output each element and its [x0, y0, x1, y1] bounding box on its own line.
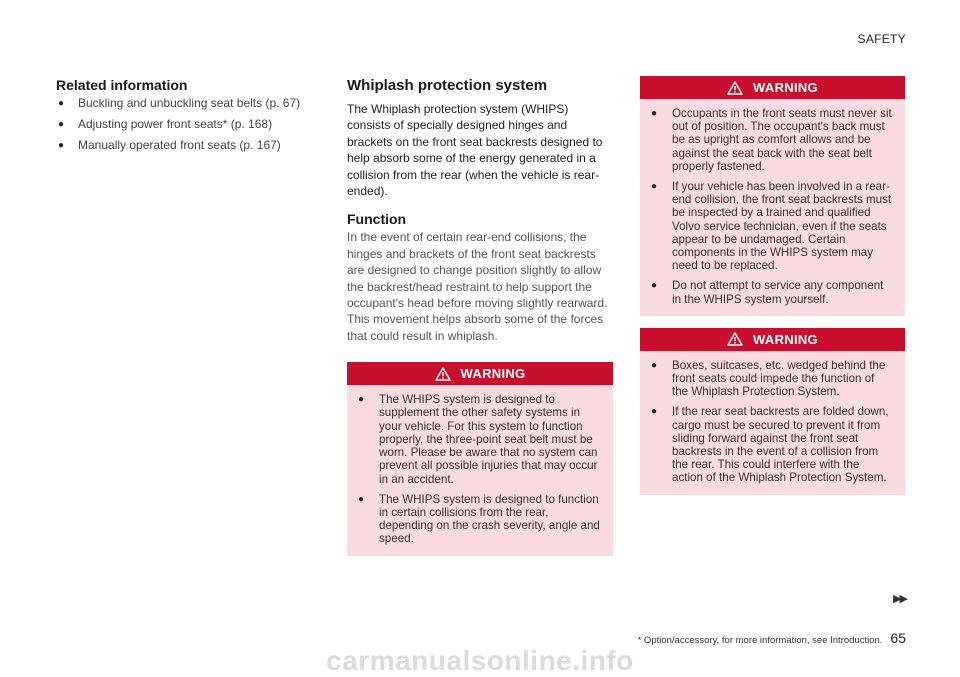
bullet-icon: ● [58, 98, 65, 109]
related-link-manual-seats[interactable]: ● Manually operated front seats (p. 167) [58, 138, 281, 152]
warnings-column [640, 76, 905, 495]
warning-item: ● The WHIPS system is designed to supplement the other safety systems in your vehicle. For this system to function properly, the three-point seat belt must be worn. Please be aware that no system can prevent all possible injuries that may occur in an accident. [358, 393, 598, 486]
warning-label: WARNING [753, 80, 818, 95]
page-footer [638, 630, 906, 646]
warning-header [640, 76, 905, 99]
watermark: carmanualsonline.info [326, 645, 634, 676]
bullet-icon: ● [358, 493, 365, 505]
warning-box [640, 328, 905, 495]
page-number: 65 [890, 630, 906, 646]
section-header: SAFETY [857, 32, 906, 46]
bullet-icon: ● [358, 394, 365, 406]
warning-item: ● If the rear seat backrests are folded down, cargo must be secured to prevent it from sliding forward against the front seat backrests in the event of a collision from the rear. This could interfere with the action of the Whiplash Protection System. [651, 405, 889, 485]
warning-label: WARNING [460, 366, 526, 382]
warning-box [640, 76, 905, 316]
section-title: Whiplash protection system [347, 77, 548, 94]
function-title: Function [347, 211, 407, 228]
related-link-seat-belts[interactable]: ● Buckling and unbuckling seat belts (p. 67) [58, 96, 301, 110]
warning-item: ● If your vehicle has been involved in a rear-end collision, the front seat backrests must be inspected by a trained and qualified Volvo service technician, even if the seats appear to be undamaged. Certain components in the WHIPS system may need to be replaced. [651, 180, 892, 273]
bullet-icon: ● [651, 280, 658, 292]
warning-list [640, 351, 905, 495]
whiplash-section [347, 77, 613, 556]
related-link-power-seats[interactable]: ● Adjusting power front seats* (p. 168) [58, 117, 273, 131]
continue-arrows-icon[interactable]: ▶▶ [893, 593, 906, 605]
bullet-icon: ● [58, 119, 65, 130]
warning-item: ● Occupants in the front seats must never sit out of position. The occupant's back must be as upright as comfort allows and be against the seat back with the seat belt properly fastened. [651, 107, 892, 173]
bullet-icon: ● [651, 359, 658, 371]
related-title: Related information [56, 77, 188, 93]
related-list [56, 96, 306, 153]
warning-header [640, 328, 905, 351]
bullet-icon: ● [651, 406, 658, 418]
warning-box [347, 362, 613, 555]
warning-item: ● The WHIPS system is designed to function in certain collisions from the rear, depending on the crash severity, angle and speed. [358, 492, 600, 546]
warning-triangle-icon [727, 332, 743, 346]
warning-item: ● Do not attempt to service any component in the WHIPS system yourself. [651, 279, 884, 306]
function-paragraph: In the event of certain rear-end collisions, the hinges and brackets of the front seat backrests are designed to change position slightly to allow the backrest/head restraint to help support the occupant's head before moving slightly rearward. This movement helps absorb some of the forces that could result in whiplash. [347, 230, 608, 343]
warning-label: WARNING [753, 331, 818, 347]
bullet-icon: ● [651, 181, 658, 193]
bullet-icon: ● [651, 108, 658, 119]
warning-list [347, 385, 613, 555]
warning-triangle-icon [435, 367, 451, 381]
warning-list [640, 99, 905, 316]
related-information [56, 77, 306, 159]
intro-paragraph: The Whiplash protection system (WHIPS) consists of specially designed hinges and brackets on the front seat backrests designed to help absorb some of the energy generated in a collision from the rear (when the vehicle is rear-ended). [347, 102, 603, 199]
warning-triangle-icon [727, 81, 743, 95]
warning-header [347, 362, 613, 385]
bullet-icon: ● [58, 140, 65, 151]
warning-item: ● Boxes, suitcases, etc. wedged behind the front seats could impede the function of the Whiplash Protection System. [651, 358, 886, 399]
footnote: * Option/accessory, for more information, see Introduction. [637, 635, 883, 646]
